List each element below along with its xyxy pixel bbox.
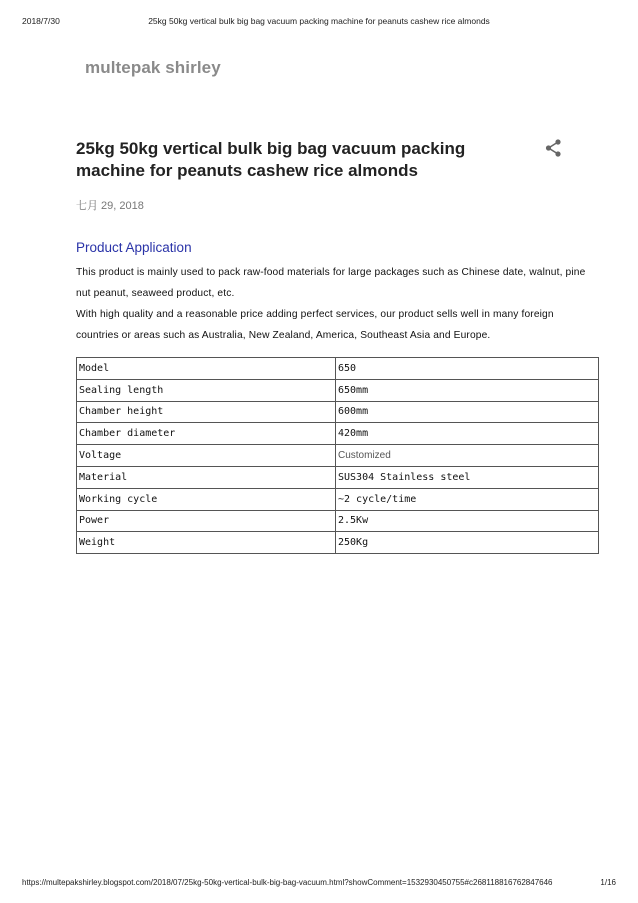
print-footer bbox=[22, 878, 616, 890]
print-header bbox=[22, 16, 616, 28]
post-date: 七月 29, 2018 bbox=[76, 200, 144, 212]
spec-key: Weight bbox=[77, 532, 336, 554]
spec-key: Voltage bbox=[77, 445, 336, 467]
spec-key: Working cycle bbox=[77, 488, 336, 510]
page-number: 1/16 bbox=[600, 878, 616, 887]
spec-value: 2.5Kw bbox=[336, 510, 599, 532]
spec-key: Model bbox=[77, 358, 336, 380]
table-row bbox=[77, 445, 599, 467]
spec-key: Power bbox=[77, 510, 336, 532]
spec-key: Chamber height bbox=[77, 401, 336, 423]
table-row bbox=[77, 379, 599, 401]
print-title: 25kg 50kg vertical bulk big bag vacuum packing machine for peanuts cashew rice almonds bbox=[148, 16, 490, 26]
table-row bbox=[77, 401, 599, 423]
spec-key: Material bbox=[77, 466, 336, 488]
spec-value: 420mm bbox=[336, 423, 599, 445]
table-row bbox=[77, 488, 599, 510]
spec-value: Customized bbox=[336, 445, 599, 467]
section-heading: Product Application bbox=[76, 240, 192, 255]
spec-value: 650mm bbox=[336, 379, 599, 401]
spec-key: Sealing length bbox=[77, 379, 336, 401]
spec-value: ~2 cycle/time bbox=[336, 488, 599, 510]
page-url: https://multepakshirley.blogspot.com/2018/07/25kg-50kg-vertical-bulk-big-bag-vacuum.html?showComment=1532930450755#c2681188167628476​46 bbox=[22, 878, 553, 887]
post-body bbox=[76, 262, 596, 346]
table-row bbox=[77, 510, 599, 532]
paragraph: This product is mainly used to pack raw-food materials for large packages such as Chinese date, walnut, pine nut peanut, seaweed product, etc. bbox=[76, 267, 586, 299]
table-row bbox=[77, 532, 599, 554]
spec-value: 250Kg bbox=[336, 532, 599, 554]
spec-key: Chamber diameter bbox=[77, 423, 336, 445]
share-icon[interactable] bbox=[543, 138, 563, 158]
spec-value: SUS304 Stainless steel bbox=[336, 466, 599, 488]
blog-name-link[interactable]: multepak shirley bbox=[85, 58, 221, 77]
spec-value: 650 bbox=[336, 358, 599, 380]
table-row bbox=[77, 466, 599, 488]
spec-value: 600mm bbox=[336, 401, 599, 423]
spec-table bbox=[76, 357, 599, 554]
post-title: 25kg 50kg vertical bulk big bag vacuum packing machine for peanuts cashew rice almonds bbox=[76, 139, 466, 180]
paragraph: With high quality and a reasonable price adding perfect services, our product sells well in many foreign countries or areas such as Australia, New Zealand, America, Southeast Asia and Europe. bbox=[76, 309, 554, 341]
print-date: 2018/7/30 bbox=[22, 16, 60, 26]
table-row bbox=[77, 423, 599, 445]
table-row bbox=[77, 358, 599, 380]
